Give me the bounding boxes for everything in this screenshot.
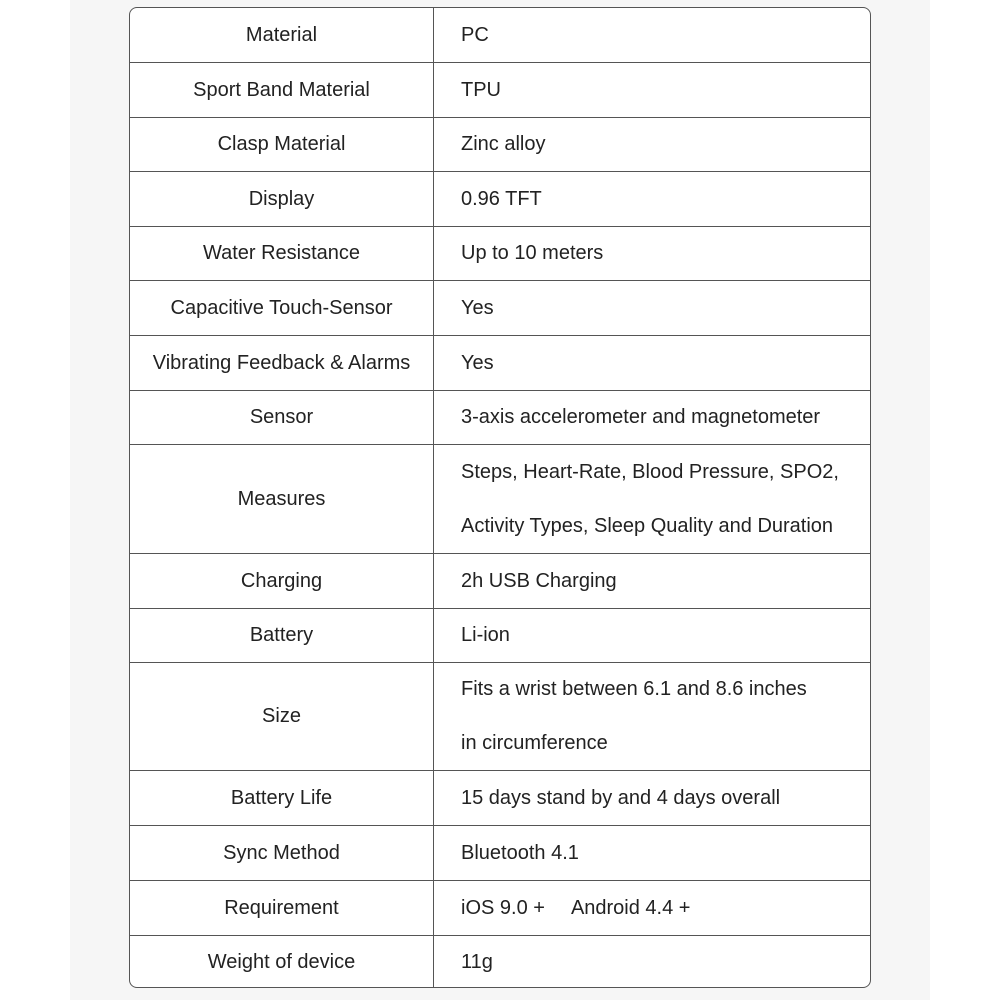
spec-label: Clasp Material: [130, 118, 434, 171]
spec-value-line: Steps, Heart-Rate, Blood Pressure, SPO2,: [461, 460, 839, 483]
spec-value: [434, 172, 870, 226]
spec-value: [434, 554, 870, 608]
spec-label: Capacitive Touch-Sensor: [130, 281, 434, 335]
table-row: [130, 336, 870, 391]
spec-value: [434, 227, 870, 280]
spec-value: [434, 8, 870, 62]
spec-value-line: Up to 10 meters: [461, 242, 604, 264]
spec-label: Size: [130, 663, 434, 770]
spec-label: Display: [130, 172, 434, 226]
spec-value: [434, 881, 870, 935]
spec-value: [434, 118, 870, 171]
table-row: [130, 445, 870, 554]
spec-value: [434, 663, 870, 770]
spec-value: [434, 391, 870, 444]
spec-value: [434, 445, 870, 553]
spec-value-line: Activity Types, Sleep Quality and Duration: [461, 514, 834, 537]
spec-label: Battery: [130, 609, 434, 662]
spec-value-line: Yes: [461, 351, 494, 374]
table-row: [130, 63, 870, 118]
spec-value: [434, 336, 870, 390]
spec-label: Sync Method: [130, 826, 434, 880]
table-row: [130, 118, 870, 172]
spec-label: Vibrating Feedback & Alarms: [130, 336, 434, 390]
spec-value-line: in circumference: [461, 731, 608, 754]
table-row: [130, 172, 870, 227]
spec-value-line: 11g: [461, 951, 493, 973]
spec-value-line: 2h USB Charging: [461, 569, 617, 592]
spec-label: Measures: [130, 445, 434, 553]
table-row: [130, 771, 870, 826]
table-row: [130, 609, 870, 663]
spec-value-line: [461, 897, 870, 920]
spec-value: [434, 609, 870, 662]
spec-value-line: 0.96 TFT: [461, 187, 542, 210]
table-row: [130, 663, 870, 771]
table-row: [130, 554, 870, 609]
spec-value: [434, 281, 870, 335]
table-row: [130, 936, 870, 988]
spec-label: Material: [130, 8, 434, 62]
spec-value-line: 15 days stand by and 4 days overall: [461, 786, 781, 809]
spec-value-line: TPU: [461, 78, 501, 101]
spec-value-line: Fits a wrist between 6.1 and 8.6 inches: [461, 678, 807, 701]
spec-label: Weight of device: [130, 936, 434, 988]
spec-label: Water Resistance: [130, 227, 434, 280]
table-row: [130, 281, 870, 336]
spec-value: [434, 936, 870, 988]
spec-label: Battery Life: [130, 771, 434, 825]
spec-value-line: PC: [461, 23, 489, 46]
table-row: [130, 826, 870, 881]
table-row: [130, 881, 870, 936]
spec-label: Sensor: [130, 391, 434, 444]
table-row: [130, 227, 870, 281]
spec-label: Sport Band Material: [130, 63, 434, 117]
table-row: [130, 8, 870, 63]
spec-value-line: 3-axis accelerometer and magnetometer: [461, 406, 821, 428]
table-row: [130, 391, 870, 445]
spec-label: Charging: [130, 554, 434, 608]
spec-value-line: Li-ion: [461, 624, 510, 646]
spec-value: [434, 771, 870, 825]
spec-table: [129, 7, 871, 988]
requirement-android: Android 4.4 +: [570, 896, 691, 919]
spec-value-line: Bluetooth 4.1: [461, 841, 579, 864]
spec-value-line: Zinc alloy: [461, 133, 546, 155]
requirement-ios: iOS 9.0 +: [461, 896, 545, 919]
spec-value: [434, 826, 870, 880]
spec-value: [434, 63, 870, 117]
spec-value-line: Yes: [461, 296, 494, 319]
spec-label: Requirement: [130, 881, 434, 935]
